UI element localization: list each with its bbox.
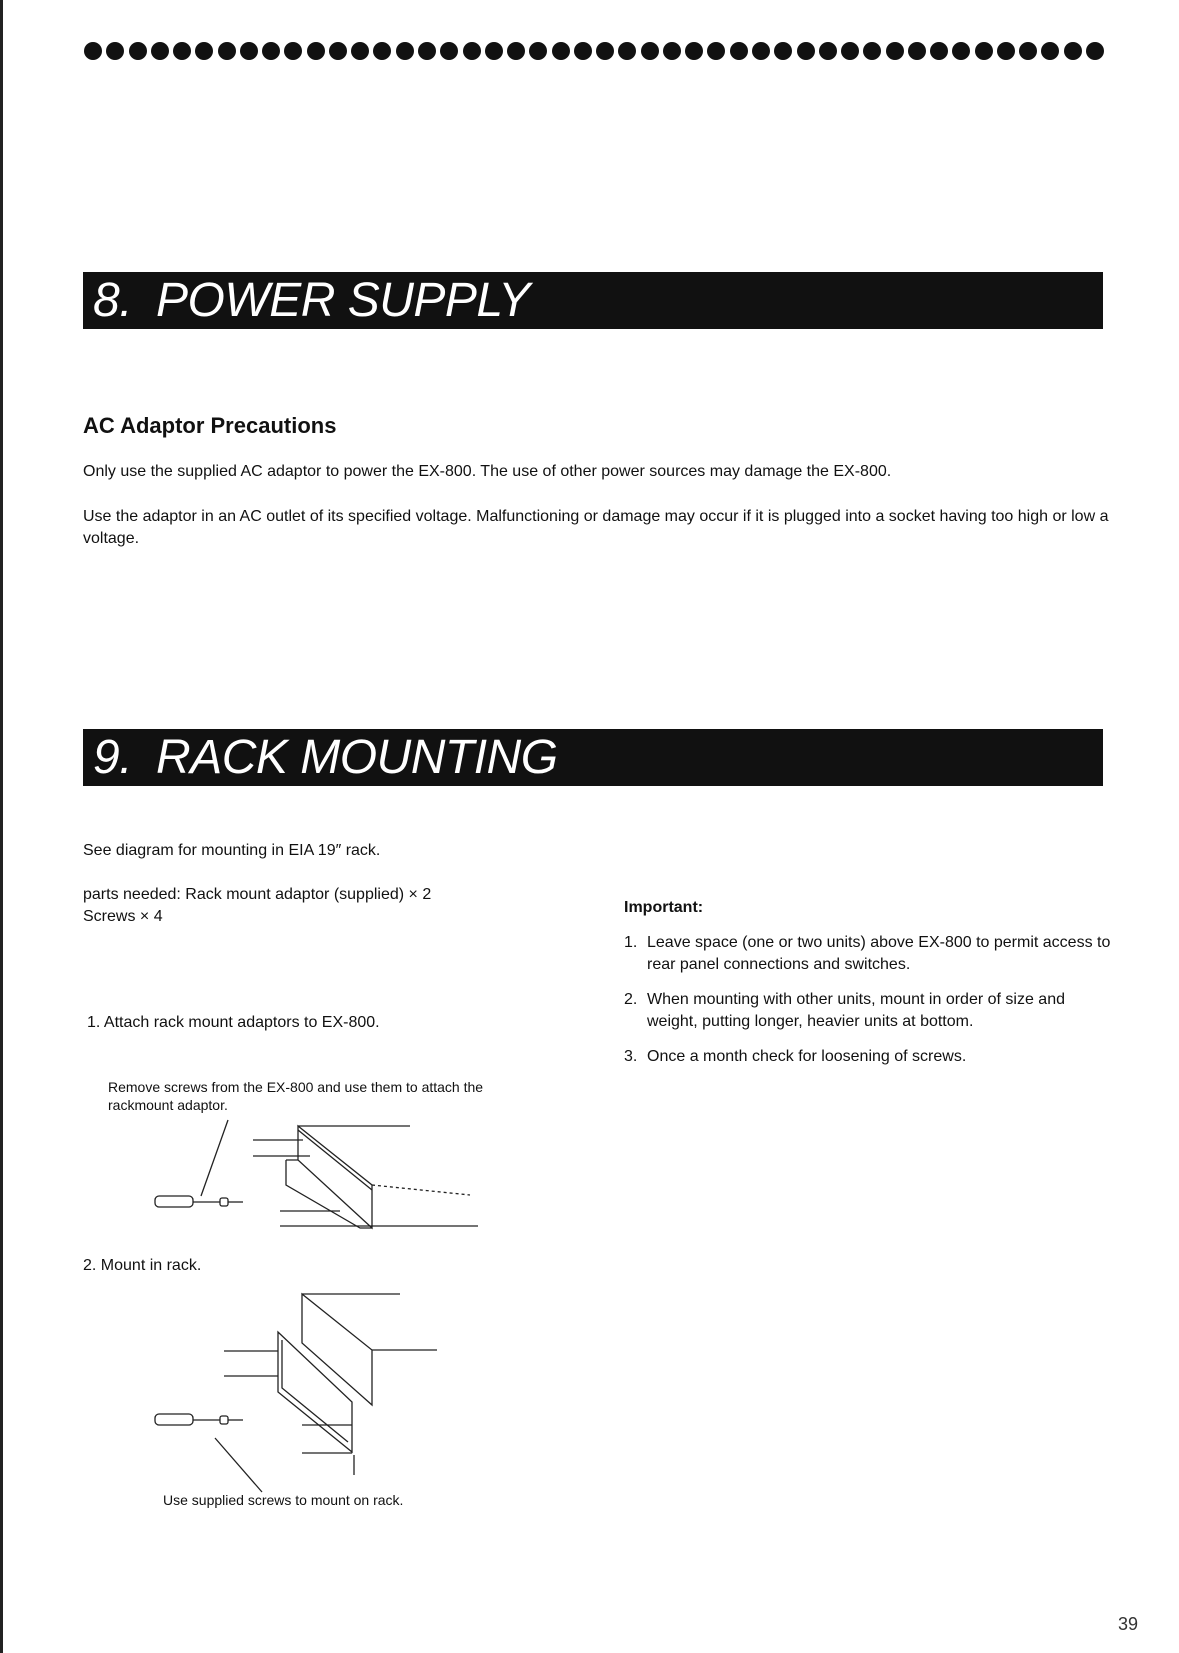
section-8-number: 8. (93, 274, 133, 327)
list-item (624, 1046, 1114, 1068)
ac-adaptor-paragraph-2: Use the adaptor in an AC outlet of its specified voltage. Malfunctioning or damage may occur if it is plugged into a socket having too high or low a voltage. (83, 508, 1109, 547)
ac-adaptor-heading: AC Adaptor Precautions (83, 413, 337, 438)
parts-needed-line-1: parts needed: Rack mount adaptor (supplied) × 2 (83, 886, 432, 903)
page-number: 39 (1118, 1614, 1139, 1634)
section-8-title: POWER SUPPLY (156, 274, 530, 327)
list-item (624, 932, 1114, 976)
list-item (624, 989, 1114, 1033)
list-item-number: 2. (624, 991, 638, 1008)
step-1-caption: Remove screws from the EX-800 and use them to attach the rackmount adaptor. (108, 1079, 484, 1113)
section-9-number: 9. (93, 731, 133, 784)
list-item-text: When mounting with other units, mount in order of size and weight, putting longer, heavier units at bottom. (647, 991, 1065, 1030)
parts-needed-line-2: Screws × 4 (83, 908, 163, 925)
list-item-text: Once a month check for loosening of screws. (647, 1048, 967, 1065)
step-2-label: 2. Mount in rack. (83, 1257, 202, 1274)
ac-adaptor-paragraph-1: Only use the supplied AC adaptor to power the EX-800. The use of other power sources may damage the EX-800. (83, 463, 892, 480)
step-2-caption: Use supplied screws to mount on rack. (163, 1492, 404, 1508)
list-item-number: 3. (624, 1048, 638, 1065)
list-item-text: Leave space (one or two units) above EX-800 to permit access to rear panel connections and switches. (647, 934, 1111, 973)
important-heading: Important: (624, 899, 704, 916)
rack-intro: See diagram for mounting in EIA 19″ rack. (83, 842, 381, 859)
list-item-number: 1. (624, 934, 638, 951)
section-9-title: RACK MOUNTING (156, 731, 558, 784)
important-list (624, 932, 1114, 1081)
step-1-label: 1. Attach rack mount adaptors to EX-800. (87, 1014, 380, 1031)
